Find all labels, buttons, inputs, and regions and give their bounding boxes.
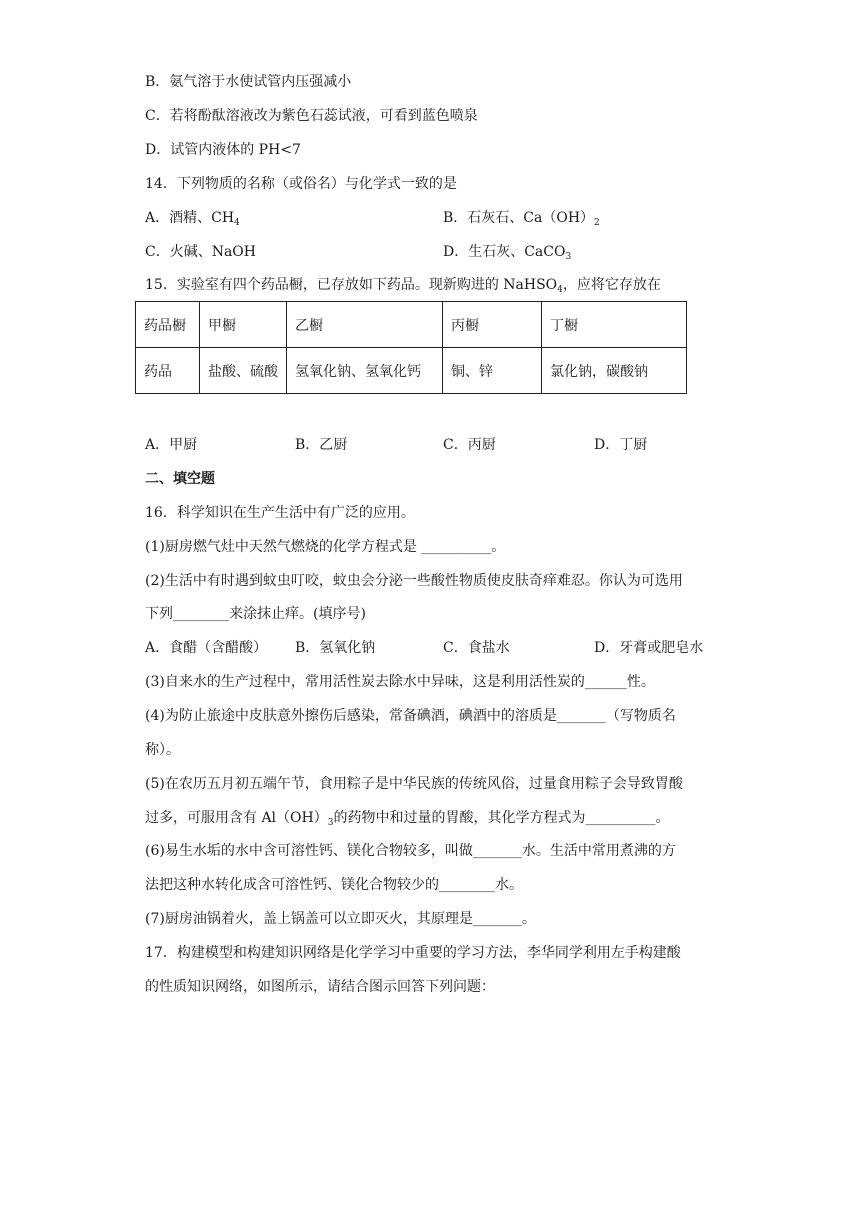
table-cell: 甲橱 xyxy=(200,302,287,348)
q15-stem: 15．实验室有四个药品橱，已存放如下药品。现新购进的 NaHSO$_4$，应将它存放在 xyxy=(145,277,661,295)
q13-option-d: D．试管内液体的 PH<7 xyxy=(145,142,301,158)
q15-option-d: D．丁厨 xyxy=(594,437,648,453)
q14-option-b: B．石灰石、$Ca(OH)_2$ xyxy=(443,210,600,228)
drug-cabinet-table xyxy=(135,301,687,394)
q16-part-2-cont: 下列________来涂抹止痒。(填序号) xyxy=(145,606,366,622)
q13-option-b: B．氨气溶于水使试管内压强减小 xyxy=(145,74,352,90)
table-cell: 药品 xyxy=(136,348,200,394)
table-cell: 丁橱 xyxy=(542,302,687,348)
q16-part-4-cont: 称）。 xyxy=(145,742,180,758)
table-cell: 氯化钠，碳酸钠 xyxy=(542,348,687,394)
table-cell: 丙橱 xyxy=(443,302,542,348)
q14-option-a: A．酒精、$CH_4$ xyxy=(145,210,240,228)
table-cell: 乙橱 xyxy=(287,302,443,348)
q16-part-2: (2)生活中有时遇到蚊虫叮咬，蚊虫会分泌一些酸性物质使皮肤奇痒难忍。你认为可选用 xyxy=(145,573,683,589)
q16-part-7: (7)厨房油锅着火，盖上锅盖可以立即灭火，其原理是_______。 xyxy=(145,911,536,927)
q14-option-c: C．火碱、NaOH xyxy=(145,244,256,260)
q16-part-5: (5)在农历五月初五端午节，食用粽子是中华民族的传统风俗，过量食用粽子会导致胃酸 xyxy=(145,776,683,792)
q15-option-c: C．丙厨 xyxy=(443,437,496,453)
q15-option-a: A．甲厨 xyxy=(145,437,198,453)
table-cell: 氢氧化钠、氢氧化钙 xyxy=(287,348,443,394)
table-cell: 铜、锌 xyxy=(443,348,542,394)
q13-option-c: C．若将酚酞溶液改为紫色石蕊试液，可看到蓝色喷泉 xyxy=(145,108,478,124)
table-cell: 药品橱 xyxy=(136,302,200,348)
table-row xyxy=(136,302,687,348)
q16-part-1: (1)厨房燃气灶中天然气燃烧的化学方程式是 __________。 xyxy=(145,539,506,555)
q15-option-b: B．乙厨 xyxy=(295,437,348,453)
q14-option-d: D．生石灰、CaCO$_3$ xyxy=(443,244,572,262)
q16-part-5-cont: 过多，可服用含有 $Al(OH)_3$的药物中和过量的胃酸，其化学方程式为__________。 xyxy=(145,810,670,828)
section-heading: 二、填空题 xyxy=(145,471,215,487)
q16-part-3: (3)自来水的生产过程中，常用活性炭去除水中异味，这是利用活性炭的______性。 xyxy=(145,674,655,690)
q16-option-d: D．牙膏或肥皂水 xyxy=(594,640,704,656)
q17-stem: 17．构建模型和构建知识网络是化学学习中重要的学习方法，李华同学利用左手构建酸 xyxy=(145,945,681,961)
q17-stem-cont: 的性质知识网络，如图所示，请结合图示回答下列问题： xyxy=(145,979,495,995)
q16-part-6: (6)易生水垢的水中含可溶性钙、镁化合物较多，叫做_______水。生活中常用煮沸的方 xyxy=(145,843,676,859)
q16-part-6-cont: 法把这种水转化成含可溶性钙、镁化合物较少的________水。 xyxy=(145,877,523,893)
q14-stem: 14．下列物质的名称（或俗名）与化学式一致的是 xyxy=(145,176,457,192)
table-row xyxy=(136,348,687,394)
table-cell: 盐酸、硫酸 xyxy=(200,348,287,394)
q16-stem: 16．科学知识在生产生活中有广泛的应用。 xyxy=(145,505,415,521)
q16-part-4: (4)为防止旅途中皮肤意外擦伤后感染，常备碘酒，碘酒中的溶质是_______（写物质名 xyxy=(145,708,676,724)
q16-option-a: A．食醋（含醋酸） xyxy=(145,640,268,656)
q16-option-b: B．氢氧化钠 xyxy=(295,640,376,656)
q16-option-c: C．食盐水 xyxy=(443,640,510,656)
